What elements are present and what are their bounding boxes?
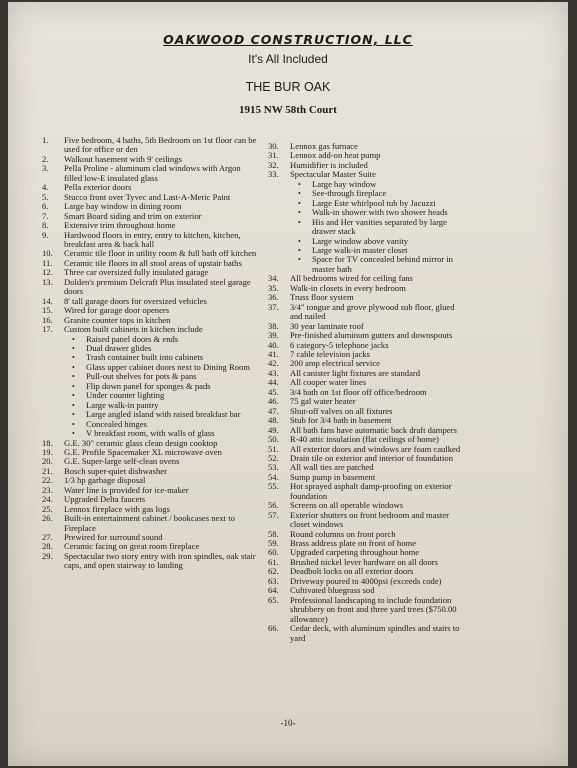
feature-subitem-text: Raised panel doors & ends <box>86 333 179 344</box>
bullet-icon: • <box>298 217 301 227</box>
bullet-icon: • <box>72 400 75 410</box>
feature-item <box>42 136 258 155</box>
bullet-icon: • <box>72 419 75 429</box>
feature-text: Ceramic tile floor in utility room & full bath off kitchen <box>64 248 257 259</box>
feature-text: Brass address plate on front of home <box>290 538 417 549</box>
feature-number: 17. <box>42 324 53 335</box>
feature-text: Round columns on front porch <box>290 528 396 539</box>
feature-number: 8. <box>42 220 49 231</box>
bullet-icon: • <box>298 236 301 246</box>
feature-text: Exterior shutters on front bedroom and master closet windows <box>290 509 449 530</box>
feature-text: Professional landscaping to include foundation shrubbery on front and three yard trees ($750.00 allowance) <box>290 594 457 624</box>
bullet-icon: • <box>72 410 75 420</box>
feature-text: Extensive trim throughout home <box>64 220 176 231</box>
feature-number: 3. <box>42 163 49 174</box>
feature-text: Hot sprayed asphalt damp-proofing on exterior foundation <box>290 481 452 501</box>
feature-number: 19. <box>42 446 53 457</box>
feature-subitem-text: Large bay window <box>312 178 377 189</box>
feature-subitem-text: Pull-out shelves for pots & pans <box>86 371 197 382</box>
feature-number: 20. <box>42 456 53 467</box>
feature-text: Wired for garage door openers <box>64 305 170 316</box>
feature-number: 4. <box>42 182 49 193</box>
feature-subitem-text: Concealed hinges <box>86 418 147 429</box>
feature-text: Dolden's premium Delcraft Plus insulated steel garage doors <box>64 276 251 297</box>
feature-number: 37. <box>268 301 279 312</box>
feature-subitem-text: Large Este whirlpool tub by Jacuzzi <box>312 197 436 208</box>
feature-number: 24. <box>42 494 53 505</box>
feature-number: 57. <box>268 509 279 520</box>
feature-number: 49. <box>268 424 279 435</box>
feature-number: 48. <box>268 415 279 426</box>
feature-text: Smart Board siding and trim on exterior <box>64 210 202 221</box>
feature-text: 200 amp electrical service <box>290 358 380 369</box>
feature-text: Hardwood floors in entry, entry to kitchen, kitchen, breakfast area & back hall <box>64 229 241 249</box>
feature-subitem-text: Flip down panel for sponges & pads <box>86 380 211 391</box>
feature-text: 7 cable television jacks <box>290 348 370 359</box>
bullet-icon: • <box>72 391 75 401</box>
feature-item <box>268 303 466 322</box>
bullet-icon: • <box>298 198 301 208</box>
feature-number: 32. <box>268 159 279 170</box>
feature-text: Stub for 3/4 bath in basement <box>290 415 392 426</box>
feature-text: All bath fans have automatic back draft dampers <box>290 424 457 435</box>
feature-text: Upgraded Delta faucets <box>64 494 146 505</box>
feature-text: Lennox fireplace with gas logs <box>64 503 170 514</box>
feature-number: 25. <box>42 503 53 514</box>
model-name: THE BUR OAK <box>245 80 331 94</box>
feature-number: 59. <box>268 538 279 549</box>
feature-number: 30. <box>268 141 279 151</box>
feature-text: Driveway poured to 4000psi (exceeds code) <box>290 575 442 586</box>
feature-subitem-text: Space for TV concealed behind mirror in master bath <box>312 254 453 274</box>
feature-text: Pre-finished aluminum gutters and downspouts <box>290 330 453 341</box>
feature-text: 3/4 bath on 1st floor off office/bedroom <box>290 386 427 397</box>
feature-number: 44. <box>268 377 279 388</box>
feature-number: 51. <box>268 443 279 454</box>
feature-number: 34. <box>268 273 279 284</box>
feature-text: Deadbolt locks on all exterior doors <box>290 566 414 577</box>
address: 1915 NW 58th Court <box>239 104 337 116</box>
feature-subitem <box>268 255 466 274</box>
feature-subitem-text: See-through fireplace <box>312 188 387 199</box>
feature-text: Pella Proline - aluminum clad windows with Argon filled low-E insulated glass <box>64 163 241 183</box>
feature-text: Bosch super-quiet dishwasher <box>64 465 167 476</box>
feature-number: 29. <box>42 550 53 561</box>
bullet-icon: • <box>298 179 301 189</box>
feature-number: 2. <box>42 153 49 164</box>
feature-number: 42. <box>268 358 279 369</box>
feature-subitem-text: Large window above vanity <box>312 235 409 246</box>
feature-number: 14. <box>42 295 53 306</box>
feature-text: 75 gal water heater <box>290 396 356 407</box>
feature-text: G.E. 30" ceramic glass clean design cooktop <box>64 437 218 448</box>
feature-item <box>42 552 258 571</box>
feature-text: Spectacular two story entry with iron spindles, oak stair caps, and open stairway to landing <box>64 550 256 571</box>
bullet-icon: • <box>72 372 75 382</box>
feature-text: 8' tall garage doors for oversized vehicles <box>64 295 207 306</box>
bullet-icon: • <box>298 189 301 199</box>
feature-number: 38. <box>268 320 279 331</box>
feature-text: Built-in entertainment cabinet / bookcases next to Fireplace <box>64 513 235 533</box>
feature-text: All bedrooms wired for ceiling fans <box>290 273 413 284</box>
feature-number: 18. <box>42 437 53 448</box>
feature-text: Ceramic tile floors in all stool areas of upstair baths <box>64 257 242 268</box>
feature-number: 36. <box>268 292 279 303</box>
feature-subitem-text: Large angled island with raised breakfast bar <box>86 409 241 420</box>
page-number: -10- <box>280 718 296 728</box>
feature-item <box>42 231 258 250</box>
feature-number: 23. <box>42 484 53 495</box>
bullet-icon: • <box>72 429 75 439</box>
feature-number: 41. <box>268 348 279 359</box>
bullet-icon: • <box>72 334 75 344</box>
feature-number: 10. <box>42 248 53 259</box>
feature-number: 15. <box>42 305 53 316</box>
feature-number: 45. <box>268 386 279 397</box>
feature-item <box>268 482 466 501</box>
feature-subitem-text: Under counter lighting <box>86 390 165 401</box>
feature-text: Shut-off valves on all fixtures <box>290 405 393 416</box>
feature-number: 47. <box>268 405 279 416</box>
bullet-icon: • <box>298 255 301 265</box>
feature-number: 16. <box>42 314 53 325</box>
feature-text: 30 year laminate roof <box>290 320 364 331</box>
feature-text: Cedar deck, with aluminum spindles and stairs to yard <box>290 623 460 643</box>
company-name: OAKWOOD CONSTRUCTION, LLC <box>163 32 413 47</box>
feature-item <box>268 511 466 530</box>
feature-number: 9. <box>42 229 49 240</box>
bullet-icon: • <box>298 208 301 218</box>
feature-number: 6. <box>42 201 49 212</box>
feature-number: 52. <box>268 452 279 463</box>
feature-text: Stucco front over Tyvec and Last-A-Meric Paint <box>64 191 231 202</box>
feature-number: 1. <box>42 135 49 145</box>
feature-text: Walk-in closets in every bedroom <box>290 282 406 293</box>
feature-number: 65. <box>268 594 279 605</box>
feature-text: Lennox add-on heat pump <box>290 150 381 161</box>
feature-text: All wall ties are patched <box>290 462 374 473</box>
feature-number: 50. <box>268 434 279 445</box>
feature-number: 58. <box>268 528 279 539</box>
feature-text: Upgraded carpeting throughout home <box>290 547 420 558</box>
feature-number: 54. <box>268 471 279 482</box>
tagline: It's All Included <box>248 52 328 66</box>
feature-number: 64. <box>268 585 279 596</box>
feature-text: Custom built cabinets in kitchen include <box>64 324 203 335</box>
feature-text: Three car oversized fully insulated garage <box>64 267 209 278</box>
feature-text: Humidifier is included <box>290 159 368 170</box>
feature-text: Pella exterior doors <box>64 182 132 193</box>
feature-number: 63. <box>268 575 279 586</box>
feature-subitem-text: Large walk-in master closet <box>312 244 408 255</box>
bullet-icon: • <box>72 343 75 353</box>
feature-number: 56. <box>268 500 279 511</box>
feature-number: 43. <box>268 367 279 378</box>
feature-subitem-text: Glass upper cabinet doors next to Dining Room <box>86 361 250 372</box>
feature-subitem-text: V breakfast room, with walls of glass <box>86 428 215 439</box>
feature-text: Sump pump in basement <box>290 471 376 482</box>
feature-subitem <box>42 410 258 419</box>
bullet-icon: • <box>298 245 301 255</box>
feature-number: 60. <box>268 547 279 558</box>
feature-number: 28. <box>42 541 53 552</box>
feature-number: 12. <box>42 267 53 278</box>
feature-text: Large bay window in dining room <box>64 201 182 212</box>
feature-item <box>42 514 258 533</box>
feature-text: All canister light fixtures are standard <box>290 367 421 378</box>
feature-number: 62. <box>268 566 279 577</box>
feature-number: 7. <box>42 210 49 221</box>
bullet-icon: • <box>72 362 75 372</box>
feature-number: 11. <box>42 257 53 268</box>
feature-text: Screens on all operable windows <box>290 500 404 511</box>
feature-number: 5. <box>42 191 49 202</box>
feature-text: G.E. Profile Spacemaker XL microwave oven <box>64 446 222 457</box>
feature-text: 1/3 hp garbage disposal <box>64 475 146 486</box>
feature-number: 22. <box>42 475 53 486</box>
feature-number: 13. <box>42 276 53 287</box>
feature-text: Truss floor system <box>290 292 354 303</box>
feature-number: 39. <box>268 330 279 341</box>
feature-number: 66. <box>268 623 279 634</box>
bullet-icon: • <box>72 381 75 391</box>
features-right-column <box>268 142 466 643</box>
feature-item <box>42 164 258 183</box>
feature-subitem <box>268 218 466 237</box>
feature-text: Walkout basement with 9' ceilings <box>64 153 182 164</box>
bullet-icon: • <box>72 353 75 363</box>
feature-subitem-text: His and Her vanities separated by large drawer stack <box>312 216 447 237</box>
feature-text: All cooper water lines <box>290 377 367 388</box>
feature-subitem-text: Dual drawer glides <box>86 342 152 353</box>
feature-number: 33. <box>268 169 279 180</box>
feature-number: 55. <box>268 481 279 492</box>
feature-text: 6 category-5 telephone jacks <box>290 339 389 350</box>
feature-item <box>268 624 466 643</box>
feature-item <box>42 278 258 297</box>
feature-number: 46. <box>268 396 279 407</box>
feature-text: Spectacular Master Suite <box>290 169 376 180</box>
feature-subitem-text: Trash container built into cabinets <box>86 352 204 363</box>
feature-number: 40. <box>268 339 279 350</box>
feature-number: 27. <box>42 532 53 543</box>
feature-number: 21. <box>42 465 53 476</box>
feature-number: 26. <box>42 513 53 524</box>
feature-text: Brushed nickel lever hardware on all doors <box>290 556 438 567</box>
feature-text: R-40 attic insulation (flat ceilings of home) <box>290 434 439 445</box>
feature-text: Ceramic facing on great room fireplace <box>64 541 200 552</box>
feature-number: 61. <box>268 556 279 567</box>
feature-item <box>268 596 466 624</box>
feature-number: 31. <box>268 150 279 161</box>
feature-text: G.E. Super-large self-clean ovens <box>64 456 180 467</box>
feature-number: 53. <box>268 462 279 473</box>
feature-text: Five bedroom, 4 baths, 5th Bedroom on 1st floor can be used for office or den <box>64 135 257 155</box>
feature-text: Prewired for surround sound <box>64 532 163 543</box>
feature-text: All exterior doors and windows are foam caulked <box>290 443 461 454</box>
feature-text: Water line is provided for ice-maker <box>64 484 189 495</box>
feature-text: Lennox gas furnace <box>290 141 358 151</box>
feature-text: 3/4" tongue and grove plywood sub floor, glued and nailed <box>290 301 455 322</box>
feature-subitem-text: Large walk-in pantry <box>86 399 159 410</box>
feature-subitem-text: Walk-in shower with two shower heads <box>312 207 448 218</box>
features-left-column <box>42 136 258 571</box>
feature-number: 35. <box>268 282 279 293</box>
document-page <box>8 2 568 766</box>
feature-text: Cultivated bluegrass sod <box>290 585 375 596</box>
feature-text: Granite counter tops in kitchen <box>64 314 171 325</box>
feature-text: Drain tile on exterior and interior of foundation <box>290 452 453 463</box>
